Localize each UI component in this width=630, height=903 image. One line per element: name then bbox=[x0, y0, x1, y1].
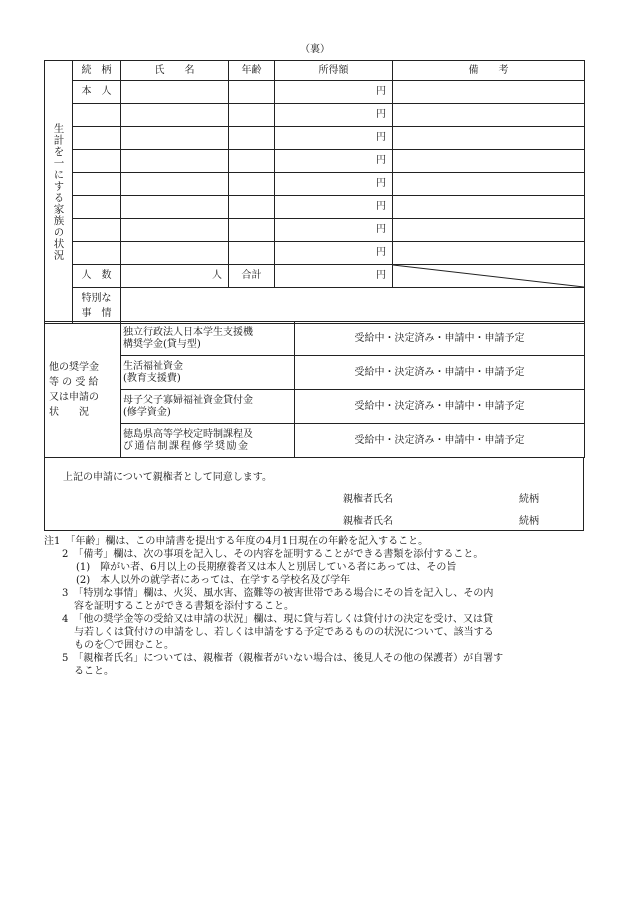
scholarship-status-options[interactable]: 受給中・決定済み・申請中・申請予定 bbox=[295, 356, 585, 390]
scholarship-row bbox=[45, 424, 585, 458]
income-cell[interactable]: 円 bbox=[275, 81, 393, 104]
name-cell[interactable] bbox=[121, 104, 229, 127]
guardian-relation-label: 続柄 bbox=[519, 516, 539, 527]
family-row bbox=[45, 242, 585, 265]
scholarship-status-options[interactable]: 受給中・決定済み・申請中・申請予定 bbox=[295, 424, 585, 458]
name-cell[interactable] bbox=[121, 196, 229, 219]
family-row bbox=[45, 173, 585, 196]
income-cell[interactable]: 円 bbox=[275, 127, 393, 150]
family-table bbox=[44, 60, 585, 324]
name-cell[interactable] bbox=[121, 81, 229, 104]
relation-cell[interactable] bbox=[73, 173, 121, 196]
scholarship-section-label: 他の奨学金 等 の 受 給 又は申請の 状 況 bbox=[45, 322, 121, 458]
scholarship-status-options[interactable]: 受給中・決定済み・申請中・申請予定 bbox=[295, 322, 585, 356]
family-row bbox=[45, 219, 585, 242]
income-cell[interactable]: 円 bbox=[275, 242, 393, 265]
remarks-cell[interactable] bbox=[393, 173, 585, 196]
diagonal-line bbox=[393, 265, 584, 287]
age-cell[interactable] bbox=[229, 219, 275, 242]
family-header-row bbox=[45, 61, 585, 81]
remarks-diagonal-cell bbox=[393, 265, 585, 288]
special-circumstances-field[interactable] bbox=[121, 288, 585, 324]
scholarship-name: 徳島県高等学校定時制課程及 び通信制課程修学奨励金 bbox=[121, 424, 295, 458]
note-5-cont: ること。 bbox=[74, 666, 114, 677]
header-income: 所得額 bbox=[275, 61, 393, 81]
remarks-cell[interactable] bbox=[393, 150, 585, 173]
count-label: 人 数 bbox=[73, 265, 121, 288]
scholarship-name: 生活福祉資金 (教育支援費) bbox=[121, 356, 295, 390]
name-cell[interactable] bbox=[121, 127, 229, 150]
relation-cell[interactable] bbox=[73, 104, 121, 127]
note-4-cont: 与若しくは貸付けの申請をし、若しくは申請をする予定であるものの状況について、該当する bbox=[74, 627, 494, 638]
total-label: 合計 bbox=[229, 265, 275, 288]
note-1: 注1 「年齢」欄は、この申請書を提出する年度の4月1日現在の年齢を記入すること。 bbox=[44, 536, 429, 547]
relation-cell[interactable] bbox=[73, 242, 121, 265]
scholarship-name: 独立行政法人日本学生支援機 構奨学金(貸与型) bbox=[121, 322, 295, 356]
family-row-self bbox=[45, 81, 585, 104]
total-income-cell[interactable]: 円 bbox=[275, 265, 393, 288]
note-2-2: (2) 本人以外の就学者にあっては、在学する学校名及び学年 bbox=[76, 575, 351, 586]
family-row bbox=[45, 104, 585, 127]
guardian-name-label: 親権者氏名 bbox=[343, 494, 393, 505]
note-4-cont: ものを〇で囲むこと。 bbox=[74, 640, 174, 651]
income-cell[interactable]: 円 bbox=[275, 196, 393, 219]
name-cell[interactable] bbox=[121, 242, 229, 265]
note-3: 3 「特別な事情」欄は、火災、風水害、盗難等の被害世帯である場合にその旨を記入し、その内 bbox=[62, 588, 494, 599]
age-cell[interactable] bbox=[229, 150, 275, 173]
name-cell[interactable] bbox=[121, 173, 229, 196]
guardian-name-label: 親権者氏名 bbox=[343, 516, 393, 527]
note-2-1: (1) 障がい者、6月以上の長期療養者又は本人と別居している者にあっては、その旨 bbox=[76, 562, 457, 573]
age-cell[interactable] bbox=[229, 104, 275, 127]
remarks-cell[interactable] bbox=[393, 219, 585, 242]
relation-cell[interactable] bbox=[73, 127, 121, 150]
relation-cell[interactable] bbox=[73, 150, 121, 173]
count-cell[interactable]: 人 bbox=[121, 265, 229, 288]
age-cell[interactable] bbox=[229, 81, 275, 104]
relation-cell[interactable] bbox=[73, 219, 121, 242]
remarks-cell[interactable] bbox=[393, 81, 585, 104]
income-cell[interactable]: 円 bbox=[275, 219, 393, 242]
scholarship-status-options[interactable]: 受給中・決定済み・申請中・申請予定 bbox=[295, 390, 585, 424]
remarks-cell[interactable] bbox=[393, 104, 585, 127]
scholarship-row bbox=[45, 390, 585, 424]
scholarship-row bbox=[45, 322, 585, 356]
age-cell[interactable] bbox=[229, 173, 275, 196]
guardian-relation-label: 続柄 bbox=[519, 494, 539, 505]
header-remarks: 備 考 bbox=[393, 61, 585, 81]
age-cell[interactable] bbox=[229, 127, 275, 150]
consent-statement: 上記の申請について親権者として同意します。 bbox=[63, 472, 272, 483]
age-cell[interactable] bbox=[229, 242, 275, 265]
family-row bbox=[45, 150, 585, 173]
family-section-label: 生計を一にする家族の状況 bbox=[45, 61, 73, 324]
note-2: 2 「備考」欄は、次の事項を記入し、その内容を証明することができる書類を添付すること。 bbox=[62, 549, 484, 560]
scholarship-table bbox=[44, 321, 585, 458]
income-cell[interactable]: 円 bbox=[275, 150, 393, 173]
remarks-cell[interactable] bbox=[393, 127, 585, 150]
family-count-row bbox=[45, 265, 585, 288]
page-side-label: （裏） bbox=[300, 44, 330, 55]
notes-section bbox=[44, 535, 592, 678]
relation-cell[interactable] bbox=[73, 196, 121, 219]
guardian-consent-box bbox=[44, 458, 584, 531]
income-cell[interactable]: 円 bbox=[275, 173, 393, 196]
header-relation: 続 柄 bbox=[73, 61, 121, 81]
income-cell[interactable]: 円 bbox=[275, 104, 393, 127]
name-cell[interactable] bbox=[121, 219, 229, 242]
special-circumstances-row bbox=[45, 288, 585, 324]
age-cell[interactable] bbox=[229, 196, 275, 219]
remarks-cell[interactable] bbox=[393, 196, 585, 219]
note-4: 4 「他の奨学金等の受給又は申請の状況」欄は、現に貸与若しくは貸付けの決定を受け、又は貸 bbox=[62, 614, 493, 625]
name-cell[interactable] bbox=[121, 150, 229, 173]
scholarship-name: 母子父子寡婦福祉資金貸付金 (修学資金) bbox=[121, 390, 295, 424]
scholarship-row bbox=[45, 356, 585, 390]
header-name: 氏 名 bbox=[121, 61, 229, 81]
note-5: 5 「親権者氏名」については、親権者（親権者がいない場合は、後見人その他の保護者）が自署す bbox=[62, 653, 504, 664]
note-3-cont: 容を証明することができる書類を添付すること。 bbox=[74, 601, 294, 612]
header-age: 年齢 bbox=[229, 61, 275, 81]
self-relation-label: 本 人 bbox=[73, 81, 121, 104]
family-row bbox=[45, 127, 585, 150]
remarks-cell[interactable] bbox=[393, 242, 585, 265]
special-circumstances-label: 特別な 事 情 bbox=[73, 288, 121, 324]
family-row bbox=[45, 196, 585, 219]
